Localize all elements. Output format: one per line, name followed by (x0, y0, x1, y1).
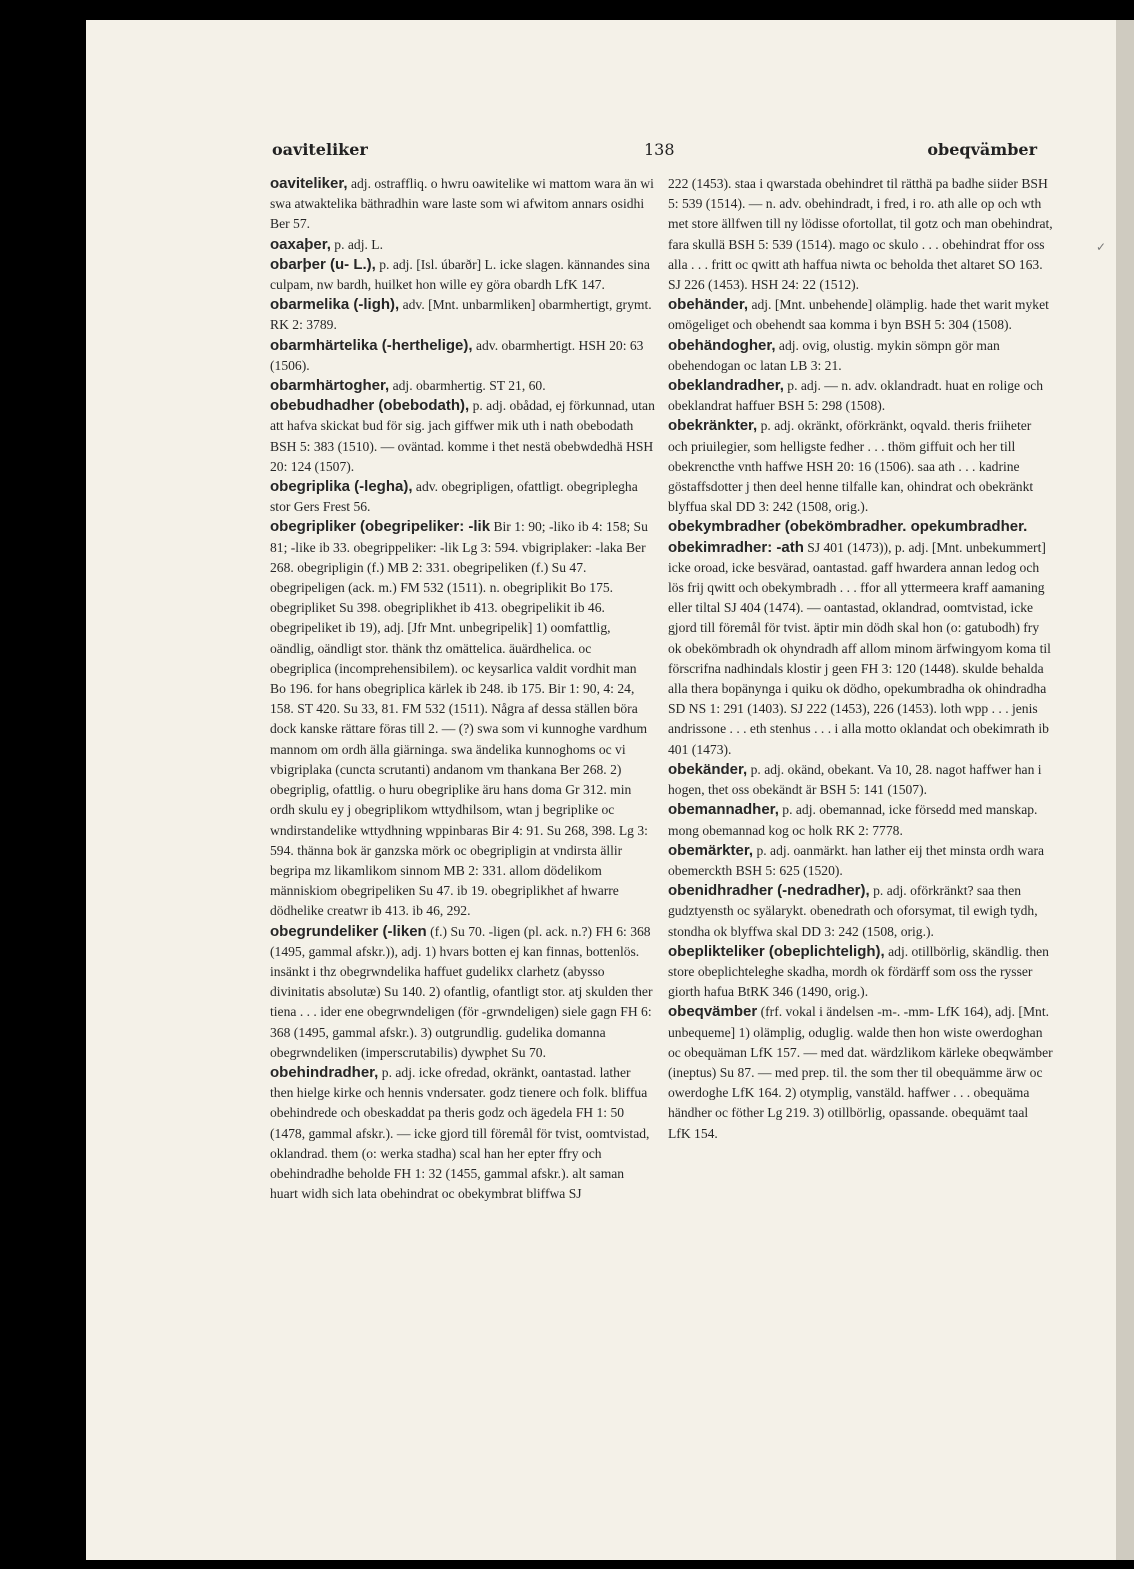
entry-text: p. adj. oanmärkt. han lather eij thet minsta ordh wara obemerckth BSH 5: 625 (1520). (668, 842, 1045, 878)
dictionary-entry (668, 942, 1053, 1003)
dictionary-entry (270, 255, 655, 295)
dictionary-entry (270, 922, 655, 1063)
entry-text: p. adj. obådad, ej förkunnad, utan att hafva skickat bud för sig. jach giffwer mik uth i nath obebodath BSH 5: 383 (1510). — oväntad. komme i thet nestä obebwdedhä HSH 20: 124 (1507). (270, 398, 655, 474)
dictionary-entry (270, 336, 655, 376)
entry-headword: obekänder, (668, 760, 748, 778)
dictionary-entry (270, 295, 655, 335)
dictionary-entry (668, 517, 1053, 759)
entry-text: adj. ostraffliq. o hwru oawitelike wi mattom wara än wi swa atwaktelika bäthradhin ware laste som wi afwitom annars osidhi Ber 57. (270, 176, 654, 232)
entry-headword: obarþer (u- L.), (270, 255, 376, 273)
entry-text: p. adj. — n. adv. oklandradt. huat en rolige och obeklandrat haffuer BSH 5: 298 (1508). (668, 378, 1044, 414)
entry-headword: obegrundeliker (-liken (270, 922, 427, 940)
dictionary-entry (668, 841, 1053, 881)
entry-text: p. adj. okränkt, oförkränkt, oqvald. theris friiheter och priuilegier, som helligste fedher . . . thöm giffuit och her till obekrencthe vnth haffwe HSH 20: 16 (1506). saa ath . . . kadrine göstaffsdotter j then deel henne tilfalle kan, ohindrat och obekränkt blyffua skal DD 3: 242 (1508, orig.). (668, 418, 1034, 515)
header-left-word: oaviteliker (272, 140, 368, 159)
entry-headword: obeplikteliker (obeplichteligh), (668, 942, 885, 960)
entry-text: 222 (1453). staa i qwarstada obehindret til rätthä pa badhe siider BSH 5: 539 (1514). — n. adv. obehindradt, i fred, i ro. ath alle op och wth met store ällfwen till ny lödisse ofortollat, til gotz och man obehindrat, fara skullä BSH 5: 539 (1514). mago oc skulo . . . obehindrat ffor oss alla . . . fritt oc qwitt ath haffua niwta oc beholda thet altaret SO 163. SJ 226 (1453). HSH 24: 22 (1512). (668, 176, 1053, 293)
entry-text: adv. obarmhertigt. HSH 20: 63 (1506). (270, 337, 644, 373)
dictionary-entry (270, 174, 655, 235)
entry-headword: obegriplika (-legha), (270, 478, 413, 496)
right-column (668, 174, 1053, 1144)
entry-headword: obekymbradher (obekömbradher. opekumbradher. obekimradher: -ath (668, 518, 1028, 556)
entry-headword: obeklandradher, (668, 377, 784, 395)
entry-headword: obarmelika (-ligh), (270, 296, 400, 314)
entry-text: SJ 401 (1473)), p. adj. [Mnt. unbekummert] icke oroad, icke besvärad, oantastad. gaff hwardera annan ledog och lös frij qwitt och obekymbradh . . . ffor all yttermeera kraff aamaning eller tiltal SJ 404 (1474). — oantastad, oklandrad, oomtvistad, icke gjord till föremål för tvist. äptir min dödh skal hon (o: gatubodh) fry ok obekömbradh ok ohyndradh aff allom minom ärfwingyom koma til förscrifna nadhindals klostir j geen FH 3: 120 (1448). skulde behalda alla thera bopänynga i quiku ok dödho, opekumbradha ok ohindradha SD NS 1: 291 (1403). SJ 222 (1453), 226 (1453). loth wpp . . . jenis andrissone . . . eth stenhus . . . i alla motto oklandat och obekimrath ib 401 (1473). (668, 539, 1051, 757)
dictionary-entry (270, 376, 655, 396)
entry-text: p. adj. okänd, obekant. Va 10, 28. nagot haffwer han i hogen, thet oss obekändt är BSH 5: 141 (1507). (668, 761, 1042, 798)
dictionary-entry (668, 174, 1053, 295)
entry-headword: obenidhradher (-nedradher), (668, 882, 870, 900)
dictionary-entry (270, 477, 655, 517)
dictionary-entry (668, 760, 1053, 800)
entry-headword: obeqvämber (668, 1003, 758, 1021)
left-column (270, 174, 655, 1204)
entry-text: (f.) Su 70. -ligen (pl. ack. n.?) FH 6: 368 (1495, gammal afskr.)), adj. 1) hvars botten ej kan finnas, bottenlös. insänkt i thz obegrwndelika haffuet gudelikx clarhetz (abysso divinitatis absolutæ) Su 140. 2) ofantlig, ofantligt stor. atj skulden ther tiena . . . ider ene obegrwndeligen (för -grwndeligen) siele gagn FH 6: 368 (1495, gammal afskr.). 3) outgrundlig. gudelika domanna obegrwndeliken (imperscrutabilis) dywphet Su 70. (270, 923, 653, 1060)
entry-headword: obemannadher, (668, 801, 779, 819)
entry-text: p. adj. icke ofredad, okränkt, oantastad. lather then hielge kirke och hennis vndersater. godz tienere och folk. bliffua obehindrede och obeskaddat pa theris godz och ägedela FH 1: 50 (1478, gammal afskr.). — icke gjord till föremål för tvist, oomtvistad, oklandrad. them (o: werka stadha) scal han her epter ffry och obehindradhe beholde FH 1: 32 (1455, gammal afskr.). alt saman huart widh sich lata obehindrat oc obekymbrat bliffwa SJ (270, 1064, 650, 1202)
entry-text: Bir 1: 90; -liko ib 4: 158; Su 81; -like ib 33. obegrippeliker: -lik Lg 3: 594. vbigriplaker: -laka Ber 268. obegripligin (f.) MB 2: 331. obegripeliken (f.) Su 47. obegripeligen (ack. m.) FM 532 (1511). n. obegriplikit Bo 175. obegripliket Su 398. obegriplikhet ib 413. obegripelikit ib 46. obegripeliket ib 19), adj. [Jfr Mnt. unbegripelik] 1) oomfattlig, oändlig, oändligt stor. thänk thz omättelica. äuärdhelica. oc obegriplica (incomprehensibilem). oc keysarlica valdit vordhit man Bo 196. for hans obegriplica kärlek ib 248. ib 175. Bir 1: 90, 4: 24, 158. ST 420. Su 33, 81. FM 532 (1511). Några af dessa ställen böra dock kanske rättare föras till 2. — (?) swa som vi kunnoghe vardhum mannom om ordh älla giärninga. swa ändelika kunnoghoms oc vi vbigriplaka (cuncta scrutanti) andanom vm thankana Ber 268. 2) obegriplig, ofattlig. o huru obegriplike äru hans doma Gr 312. min ordh skulu ey j obegriplikom wttydhilsom, wtan j begriplike oc wndirstandelike wttydhning wppinbaras Bir 4: 91. Su 268, 398. Lg 3: 594. thänna bok är ganzska mörk oc obegripligin at vndirsta ällir begripa mz likamlikom sinnom MB 2: 331. allom dödelikom människiom obegripeliken Su 47. ib 19. obegriplikhet af hwarre dödhelike creatwr ib 413. ib 46, 292. (270, 519, 648, 919)
entry-headword: obehändogher, (668, 336, 776, 354)
header-right-word: obeqvämber (927, 140, 1037, 159)
entry-headword: obemärkter, (668, 841, 754, 859)
dictionary-entry (668, 336, 1053, 376)
entry-text: p. adj. obemannad, icke försedd med manskap. mong obemannad kog oc holk RK 2: 7778. (668, 802, 1038, 838)
dictionary-entry (668, 376, 1053, 416)
entry-headword: obarmhärtogher, (270, 377, 390, 395)
dictionary-entry (270, 517, 655, 921)
entry-headword: obegripliker (obegripeliker: -lik (270, 518, 491, 536)
entry-text: adv. obegripligen, ofattligt. obegriplegha stor Gers Frest 56. (270, 479, 638, 515)
dictionary-entry (270, 1063, 655, 1204)
entry-text: adj. obarmhertig. ST 21, 60. (392, 378, 546, 394)
dictionary-entry (668, 1002, 1053, 1143)
entry-text: (frf. vokal i ändelsen -m-. -mm- LfK 164), adj. [Mnt. unbequeme] 1) olämplig, oduglig. walde then hon wiste owerdoghan oc obequäman LfK 157. — med dat. wärdzlikom kärleke obeqwämber (ineptus) Su 87. — med prep. til. the som ther til obequämme ärw oc owerdoghe LfK 164. 2) otymplig, vanstäld. haffwer . . . obequäma händher oc föther Lg 219. 3) otillbörlig, opassande. obequämt taal LfK 154. (668, 1004, 1053, 1141)
entry-text: adj. ovig, olustig. mykin sömpn gör man obehendogan oc latan LB 3: 21. (668, 337, 1000, 373)
entry-text: adj. otillbörlig, skändlig. then store obeplichteleghe skadha, mordh ok fördärff som oss the rysser giorth hafua BtRK 346 (1490, orig.). (668, 943, 1049, 1000)
page-number: 138 (644, 140, 675, 159)
dictionary-entry (668, 416, 1053, 517)
entry-headword: obarmhärtelika (-herthelige), (270, 336, 473, 354)
dictionary-entry (668, 800, 1053, 840)
entry-headword: obehindradher, (270, 1063, 379, 1081)
entry-headword: obehänder, (668, 296, 749, 314)
entry-text: adj. [Mnt. unbehende] olämplig. hade thet warit myket omögeliget och obehendt saa komma i byn BSH 5: 304 (1508). (668, 297, 1049, 333)
entry-headword: oaviteliker, (270, 175, 348, 192)
entry-text: p. adj. L. (334, 236, 383, 252)
dictionary-entry (668, 881, 1053, 942)
margin-mark: ✓ (1096, 240, 1107, 254)
entry-text: p. adj. [Isl. úbarðr] L. icke slagen. kännandes sina culpam, nw bardh, huilket hon wille ey göra obardh LfK 147. (270, 256, 650, 293)
entry-text: adv. [Mnt. unbarmliken] obarmhertigt, grymt. RK 2: 3789. (270, 297, 652, 333)
entry-text: p. adj. oförkränkt? saa then gudztyensth oc syälarykt. obenedrath och oforsymat, til ewigh tydh, stondha ok blyffwa skal DD 3: 242 (1508, orig.). (668, 883, 1038, 939)
entry-headword: oaxaþer, (270, 235, 331, 253)
running-header (272, 140, 1037, 164)
dictionary-entry (668, 295, 1053, 335)
dictionary-entry (270, 235, 655, 255)
dictionary-entry (270, 396, 655, 477)
entry-headword: obekränkter, (668, 417, 758, 435)
page-edge (1116, 20, 1134, 1560)
entry-headword: obebudhadher (obebodath), (270, 397, 470, 415)
